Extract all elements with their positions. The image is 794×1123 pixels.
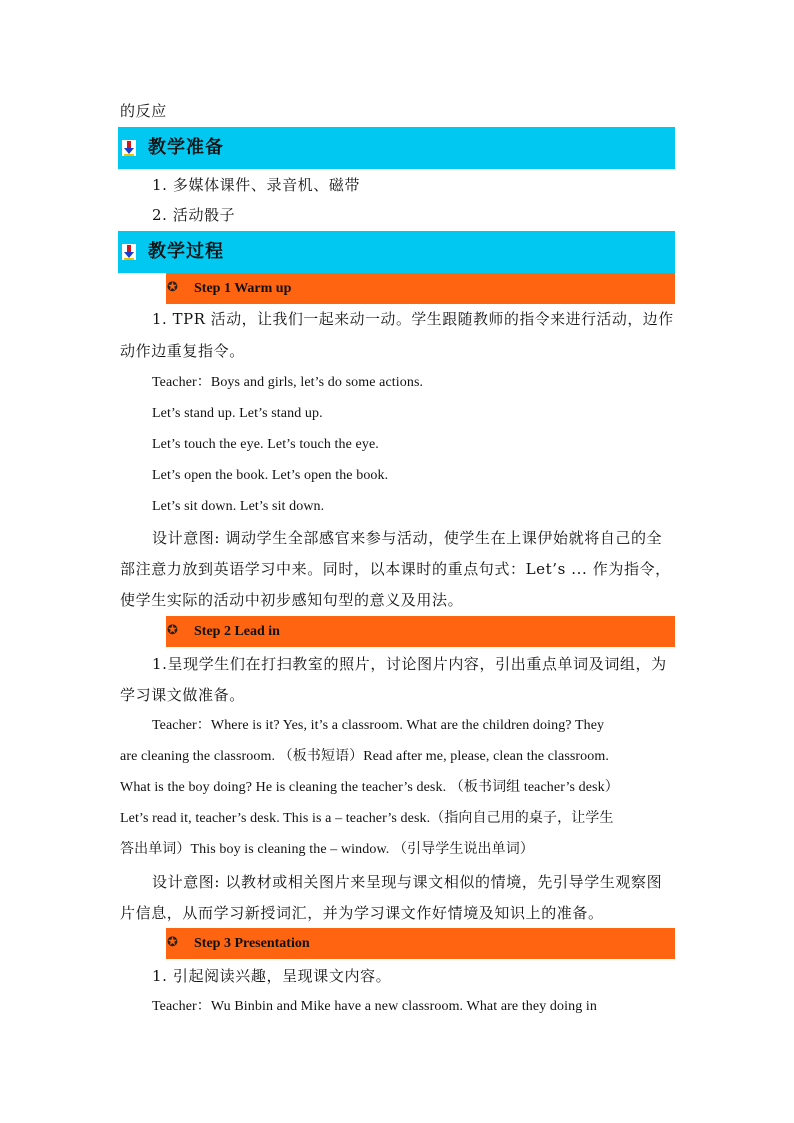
- design-intent-line: 设计意图: 调动学生全部感官来参与活动，使学生在上课伊始就将自己的全: [152, 529, 663, 547]
- step-header-1: [166, 273, 675, 304]
- paragraph-line: 1.呈现学生们在打扫教室的照片，讨论图片内容，引出重点单词及词组，为: [152, 655, 667, 673]
- design-intent-line: 片信息，从而学习新授词汇，并为学习课文作好情境及知识上的准备。: [120, 904, 604, 922]
- dialog-line: Let’s open the book. Let’s open the book.: [152, 468, 389, 483]
- section-title: 教学准备: [148, 137, 224, 158]
- paragraph-line: 学习课文做准备。: [120, 686, 245, 704]
- down-arrow-icon: [122, 140, 136, 156]
- prep-item: 1. 多媒体课件、录音机、磁带: [152, 176, 361, 194]
- dialog-line: Teacher：Boys and girls, let’s do some actions.: [152, 375, 424, 390]
- dialog-line: Let’s stand up. Let’s stand up.: [152, 406, 323, 421]
- dialog-line: Let’s read it, teacher’s desk. This is a – teacher’s desk.（指向自己用的桌子，让学生: [120, 811, 614, 826]
- design-intent-line: 部注意力放到英语学习中来。同时，以本课时的重点句式：Let’s ... 作为指令，: [120, 560, 671, 578]
- paragraph-line: 1. 引起阅读兴趣，呈现课文内容。: [152, 967, 392, 985]
- step-title: Step 1 Warm up: [194, 281, 292, 296]
- dialog-line: Teacher：Where is it? Yes, it’s a classroom. What are the children doing? They: [152, 718, 605, 733]
- dialog-line: 答出单词）This boy is cleaning the – window. （引导学生说出单词）: [120, 842, 534, 857]
- step-header-2: [166, 616, 675, 647]
- paragraph-line: 1. TPR 活动，让我们一起来动一动。学生跟随教师的指令来进行活动，边作: [152, 311, 674, 328]
- step-header-3: [166, 928, 675, 959]
- circled-star-icon: ✪: [167, 623, 178, 638]
- dialog-line: Let’s touch the eye. Let’s touch the eye.: [152, 437, 379, 452]
- step-title: Step 3 Presentation: [194, 936, 310, 951]
- design-intent-line: 设计意图: 以教材或相关图片来呈现与课文相似的情境，先引导学生观察图: [152, 873, 663, 891]
- circled-star-icon: ✪: [167, 935, 178, 950]
- dialog-line: are cleaning the classroom. （板书短语）Read after me, please, clean the classroom.: [120, 749, 609, 764]
- dialog-line: What is the boy doing? He is cleaning the teacher’s desk. （板书词组 teacher’s desk）: [120, 780, 619, 795]
- section-header-prep: [118, 127, 675, 169]
- step-title: Step 2 Lead in: [194, 624, 280, 639]
- paragraph-line: 动作边重复指令。: [120, 342, 245, 360]
- continuation-text: 的反应: [120, 102, 167, 120]
- prep-item: 2. 活动骰子: [152, 206, 236, 224]
- design-intent-line: 使学生实际的活动中初步感知句型的意义及用法。: [120, 591, 464, 609]
- section-title: 教学过程: [148, 241, 224, 262]
- section-header-process: [118, 231, 675, 273]
- dialog-line: Let’s sit down. Let’s sit down.: [152, 499, 325, 514]
- down-arrow-icon: [122, 244, 136, 260]
- circled-star-icon: ✪: [167, 280, 178, 295]
- dialog-line: Teacher：Wu Binbin and Mike have a new classroom. What are they doing in: [152, 999, 597, 1014]
